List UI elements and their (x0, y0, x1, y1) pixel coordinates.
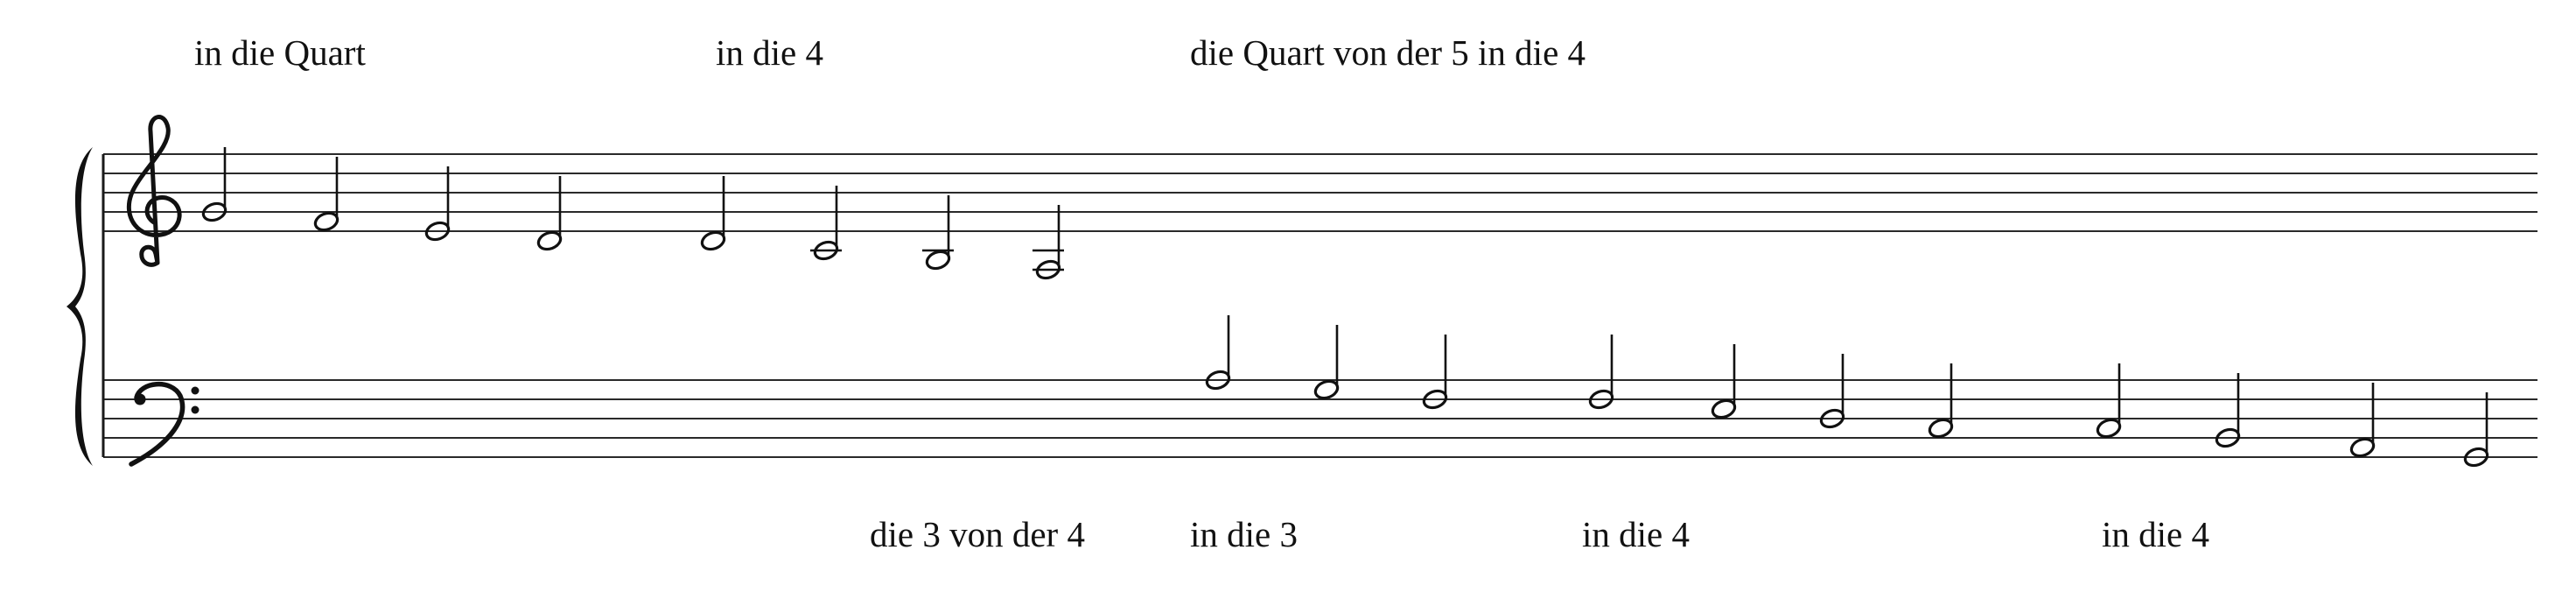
label-in-die-3: in die 3 (1190, 514, 1298, 554)
treble-note-2 (313, 157, 340, 233)
bass-note-2 (1313, 325, 1340, 401)
bass-notes (1205, 315, 2490, 469)
label-in-die-4-bottom-2: in die 4 (2102, 514, 2209, 554)
treble-staff (103, 154, 2538, 231)
bass-note-5 (1711, 344, 1738, 420)
bass-note-10 (2349, 383, 2376, 459)
label-die-quart-von-der-5: die Quart von der 5 in die 4 (1190, 32, 1586, 73)
label-in-die-4-top: in die 4 (716, 32, 823, 73)
bass-note-8 (2096, 363, 2123, 440)
treble-note-6 (810, 186, 842, 262)
treble-notes (201, 147, 1064, 281)
bass-clef-icon (131, 384, 200, 464)
treble-note-7 (922, 195, 954, 271)
treble-clef-icon (129, 117, 179, 265)
bass-note-7 (1928, 363, 1955, 440)
label-in-die-quart: in die Quart (194, 32, 366, 73)
label-die-3-von-der-4: die 3 von der 4 (870, 514, 1085, 554)
treble-note-8 (1032, 205, 1064, 281)
bass-staff (103, 380, 2538, 457)
treble-note-4 (536, 176, 564, 252)
treble-note-5 (700, 176, 727, 252)
label-in-die-4-bottom-1: in die 4 (1582, 514, 1690, 554)
grand-staff-brace (66, 147, 93, 466)
